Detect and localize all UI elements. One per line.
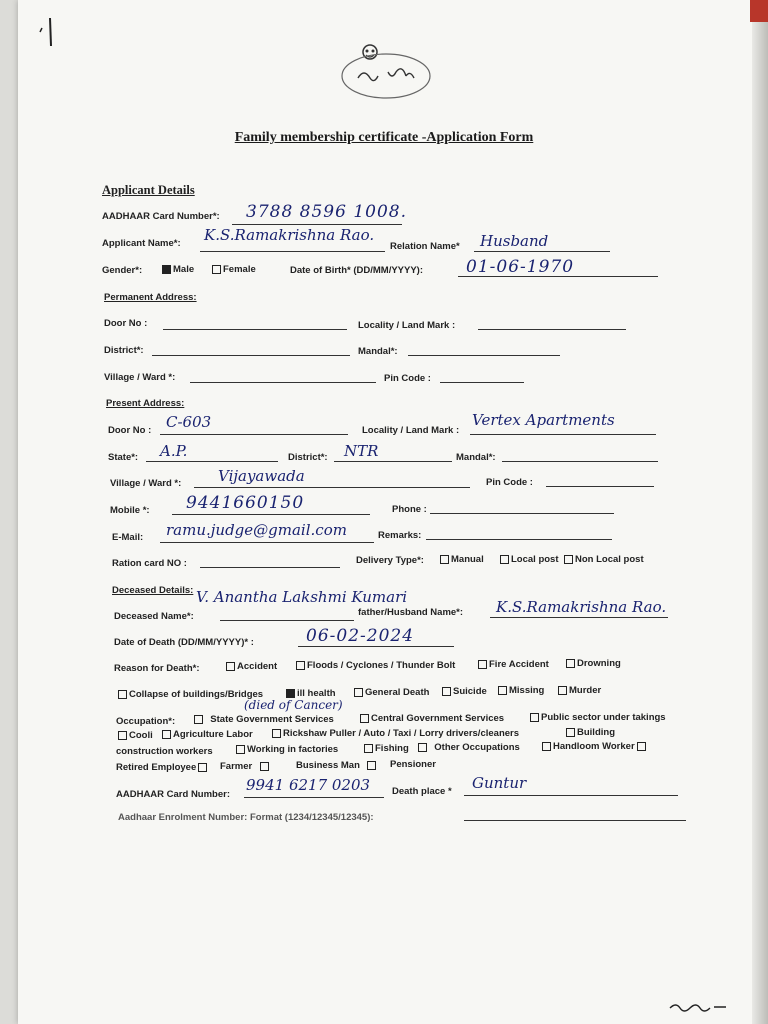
occ-retired[interactable]: Retired Employee [116,762,209,773]
reason-murder[interactable]: Murder [556,685,601,696]
occupation-label: Occupation*: [116,716,176,727]
occ-other[interactable]: Other Occupations [416,742,520,753]
dod-label: Date of Death (DD/MM/YYYY)* : [114,637,254,648]
aadhaar-label: AADHAAR Card Number*: [102,211,220,222]
occ-building[interactable]: Building [564,727,615,738]
pres-locality-value[interactable]: Vertex Apartments [472,411,615,429]
occ-agri-checkbox[interactable] [162,730,171,739]
email-label: E-Mail: [112,532,144,543]
email-value[interactable]: ramu.judge@gmail.com [166,521,347,539]
pen-mark [38,14,60,50]
reason-ill-health[interactable]: ill health [284,688,336,699]
female-checkbox[interactable] [212,265,221,274]
occ-business[interactable]: Business Man [296,760,378,771]
mobile-value[interactable]: 9441660150 [186,493,305,513]
reason-collapse[interactable]: Collapse of buildings/Bridges [116,689,263,700]
reason-label: Reason for Death*: [114,663,200,674]
delivery-nonlocal-option[interactable]: Non Local post [562,554,644,565]
occ-farmer-checkbox[interactable] [260,762,269,771]
delivery-manual-option[interactable]: Manual [438,554,484,565]
occ-agri[interactable]: Agriculture Labor [160,729,253,740]
occ-state-govt[interactable]: State Government Services [192,714,334,725]
reason-suicide-checkbox[interactable] [442,687,451,696]
occ-central-govt[interactable]: Central Government Services [358,713,504,724]
relation-value[interactable]: Husband [480,232,549,250]
dod-value[interactable]: 06-02-2024 [306,626,415,646]
pres-village-label: Village / Ward *: [110,478,182,489]
deceased-name-label: Deceased Name*: [114,611,194,622]
ration-label: Ration card NO : [112,558,187,569]
reason-missing[interactable]: Missing [496,685,544,696]
pres-district-label: District*: [288,452,328,463]
perm-locality-label: Locality / Land Mark : [358,320,456,331]
gender-female-option[interactable]: Female [210,264,256,275]
occ-factories[interactable]: Working in factories [234,744,338,755]
delivery-manual-checkbox[interactable] [440,555,449,564]
reason-ill-health-checkbox[interactable] [286,689,295,698]
occ-pensioner[interactable]: Pensioner [390,759,436,770]
dob-value[interactable]: 01-06-1970 [466,257,575,277]
pres-district-value[interactable]: NTR [344,442,379,460]
occ-fishing-checkbox[interactable] [364,744,373,753]
reason-missing-checkbox[interactable] [498,686,507,695]
occ-handloom-extra-checkbox[interactable] [637,742,646,751]
pres-door-value[interactable]: C-603 [166,413,212,431]
mobile-label: Mobile *: [110,505,150,516]
reason-floods-checkbox[interactable] [296,661,305,670]
present-address-heading: Present Address: [106,398,185,409]
delivery-local-checkbox[interactable] [500,555,509,564]
occ-central-govt-checkbox[interactable] [360,714,369,723]
corner-mark [750,0,768,22]
delivery-local-option[interactable]: Local post [498,554,559,565]
aadhaar-value[interactable]: 3788 8596 1008. [246,202,408,222]
occ-cooli-checkbox[interactable] [118,731,127,740]
perm-district-label: District*: [104,345,144,356]
occ-handloom[interactable]: Handloom Worker [540,741,648,752]
page-edge [752,0,768,1024]
reason-collapse-checkbox[interactable] [118,690,127,699]
reason-note: (died of Cancer) [244,698,343,712]
phone-label: Phone : [392,504,427,515]
death-place-label: Death place * [392,786,452,797]
occ-fishing[interactable]: Fishing [362,743,409,754]
reason-drowning-checkbox[interactable] [566,659,575,668]
reason-fire[interactable]: Fire Accident [476,659,549,670]
perm-door-label: Door No : [104,318,148,329]
gender-label: Gender*: [102,265,143,276]
occ-retired-checkbox[interactable] [198,763,207,772]
applicant-name-label: Applicant Name*: [102,238,181,249]
deceased-aadhaar-label: AADHAAR Card Number: [116,789,231,800]
reason-general-checkbox[interactable] [354,688,363,697]
occ-public-sector[interactable]: Public sector under takings [528,712,666,723]
delivery-nonlocal-checkbox[interactable] [564,555,573,564]
logo-icon [340,40,434,104]
delivery-label: Delivery Type*: [356,555,424,566]
pres-state-label: State*: [108,452,139,463]
pres-village-value[interactable]: Vijayawada [218,467,305,485]
occ-other-checkbox[interactable] [418,743,427,752]
deceased-details-heading: Deceased Details: [112,585,194,596]
signature-mark [668,1000,728,1012]
reason-accident-checkbox[interactable] [226,662,235,671]
occ-public-sector-checkbox[interactable] [530,713,539,722]
occ-business-checkbox[interactable] [367,761,376,770]
occ-rickshaw-checkbox[interactable] [272,729,281,738]
gender-male-option[interactable]: Male [160,264,194,275]
father-husband-label: father/Husband Name*: [358,607,464,618]
dob-label: Date of Birth* (DD/MM/YYYY): [290,265,423,276]
deceased-name-value[interactable]: V. Anantha Lakshmi Kumari [196,588,408,606]
perm-pin-label: Pin Code : [384,373,431,384]
applicant-details-heading: Applicant Details [102,183,195,197]
father-husband-value[interactable]: K.S.Ramakrishna Rao. [496,598,667,616]
permanent-address-heading: Permanent Address: [104,292,197,303]
occ-rickshaw[interactable]: Rickshaw Puller / Auto / Taxi / Lorry drivers/cleaners [270,728,519,739]
reason-accident[interactable]: Accident [224,661,277,672]
occ-building-checkbox[interactable] [566,728,575,737]
occ-farmer[interactable]: Farmer [220,761,271,772]
form-title: Family membership certificate -Application Form [234,130,534,145]
perm-village-label: Village / Ward *: [104,372,176,383]
occ-construction: construction workers [116,746,213,757]
pres-mandal-label: Mandal*: [456,452,496,463]
pres-pin-label: Pin Code : [486,477,533,488]
pres-locality-label: Locality / Land Mark : [362,425,460,436]
enrolment-label: Aadhaar Enrolment Number: Format (1234/12345/12345): [118,812,374,823]
reason-suicide[interactable]: Suicide [440,686,487,697]
deceased-aadhaar-value[interactable]: 9941 6217 0203 [246,776,371,794]
applicant-name-value[interactable]: K.S.Ramakrishna Rao. [204,226,375,244]
reason-drowning[interactable]: Drowning [564,658,621,669]
occ-cooli[interactable]: Cooli [116,730,153,741]
reason-murder-checkbox[interactable] [558,686,567,695]
remarks-label: Remarks: [378,530,422,541]
reason-general[interactable]: General Death [352,687,429,698]
occ-factories-checkbox[interactable] [236,745,245,754]
death-place-value[interactable]: Guntur [472,774,527,792]
pres-door-label: Door No : [108,425,152,436]
reason-floods[interactable]: Floods / Cyclones / Thunder Bolt [294,660,455,671]
relation-label: Relation Name* [390,241,460,252]
male-checkbox[interactable] [162,265,171,274]
occ-handloom-checkbox[interactable] [542,742,551,751]
pres-state-value[interactable]: A.P. [160,442,188,460]
perm-mandal-label: Mandal*: [358,346,398,357]
occ-state-govt-checkbox[interactable] [194,715,203,724]
reason-fire-checkbox[interactable] [478,660,487,669]
